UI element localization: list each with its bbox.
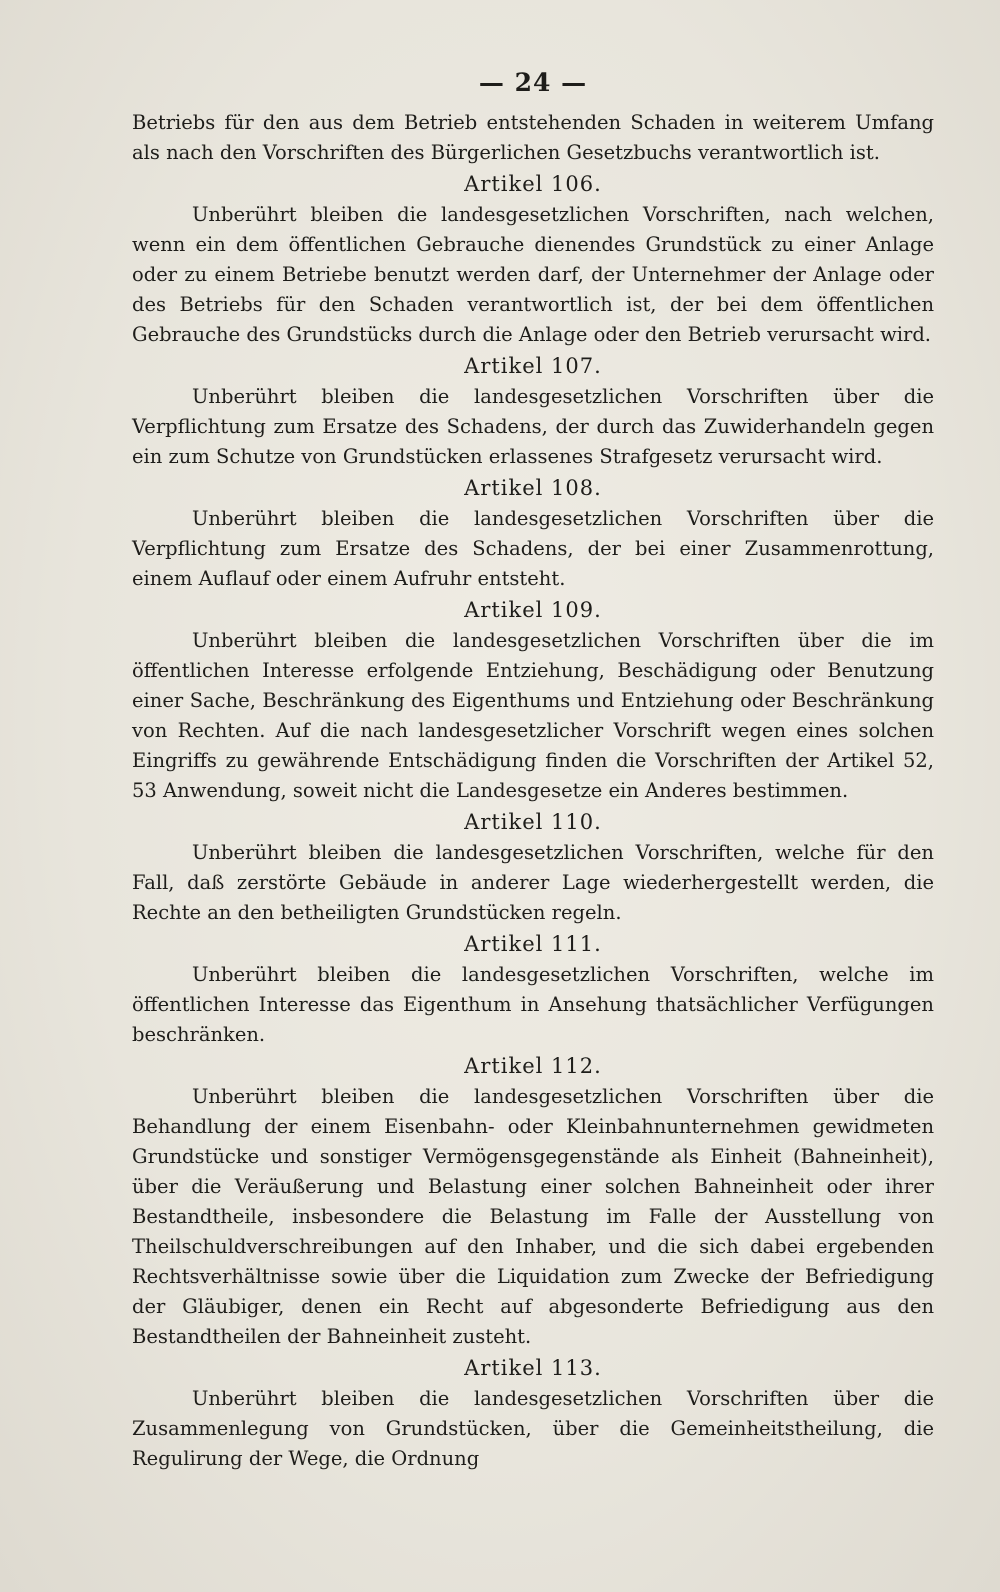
heading-artikel-112: Artikel 112. <box>464 1054 602 1078</box>
paragraph-continuation: Betriebs für den aus dem Betrieb entstehenden Schaden in weiterem Umfang als nach den Vorschriften des Bürgerlichen Gesetzbuchs verantwortlich ist. <box>132 111 934 164</box>
paragraph-artikel-112: Unberührt bleiben die landesgesetzlichen Vorschriften über die Behandlung der einem Eisenbahn- oder Kleinbahnunternehmen gewidmeten Grundstücke und sonstiger Vermögensgegenstände als Einheit (Bahneinheit), über die Veräußerung und Belastung einer solchen Bahneinheit oder ihrer Bestandtheile, insbesondere die Belastung im Falle der Ausstellung von Theilschuldverschreibungen auf den Inhaber, und die sich dabei ergebenden Rechtsverhältnisse sowie über die Liquidation zum Zwecke der Befriedigung der Gläubiger, denen ein Recht auf abgesonderte Befriedigung aus den Bestandtheilen der Bahneinheit zusteht. <box>132 1085 934 1348</box>
page-content <box>132 58 934 1474</box>
paragraph-artikel-108: Unberührt bleiben die landesgesetzlichen Vorschriften über die Verpflichtung zum Ersatze des Schadens, der bei einer Zusammenrottung, einem Auflauf oder einem Aufruhr entsteht. <box>132 507 934 590</box>
heading-artikel-109: Artikel 109. <box>464 598 602 622</box>
paragraph-artikel-109: Unberührt bleiben die landesgesetzlichen Vorschriften über die im öffentlichen Interesse erfolgende Entziehung, Beschädigung oder Benutzung einer Sache, Beschränkung des Eigenthums und Entziehung oder Beschränkung von Rechten. Auf die nach landesgesetzlicher Vorschrift wegen eines solchen Eingriffs zu gewährende Entschädigung finden die Vorschriften der Artikel 52, 53 Anwendung, soweit nicht die Landesgesetze ein Anderes bestimmen. <box>132 629 934 802</box>
heading-artikel-111: Artikel 111. <box>464 932 602 956</box>
paragraph-artikel-110: Unberührt bleiben die landesgesetzlichen Vorschriften, welche für den Fall, daß zerstörte Gebäude in anderer Lage wiederhergestellt werden, die Rechte an den betheiligten Grundstücken regeln. <box>132 841 934 924</box>
paragraph-artikel-111: Unberührt bleiben die landesgesetzlichen Vorschriften, welche im öffentlichen Interesse das Eigenthum in Ansehung thatsächlicher Verfügungen beschränken. <box>132 963 934 1046</box>
heading-artikel-107: Artikel 107. <box>464 354 602 378</box>
paragraph-artikel-106: Unberührt bleiben die landesgesetzlichen Vorschriften, nach welchen, wenn ein dem öffentlichen Gebrauche dienendes Grundstück zu einer Anlage oder zu einem Betriebe benutzt werden darf, der Unternehmer der Anlage oder des Betriebs für den Schaden verantwortlich ist, der bei dem öffentlichen Gebrauche des Grundstücks durch die Anlage oder den Betrieb verursacht wird. <box>132 203 934 346</box>
heading-artikel-110: Artikel 110. <box>464 810 602 834</box>
paragraph-artikel-113: Unberührt bleiben die landesgesetzlichen Vorschriften über die Zusammenlegung von Grundstücken, über die Gemeinheitstheilung, die Regulirung der Wege, die Ordnung <box>132 1387 934 1470</box>
heading-artikel-108: Artikel 108. <box>464 476 602 500</box>
heading-artikel-106: Artikel 106. <box>464 172 602 196</box>
paragraph-artikel-107: Unberührt bleiben die landesgesetzlichen Vorschriften über die Verpflichtung zum Ersatze des Schadens, der durch das Zuwiderhandeln gegen ein zum Schutze von Grundstücken erlassenes Strafgesetz verursacht wird. <box>132 385 934 468</box>
heading-artikel-113: Artikel 113. <box>464 1356 602 1380</box>
page-number: — 24 — <box>478 68 588 97</box>
